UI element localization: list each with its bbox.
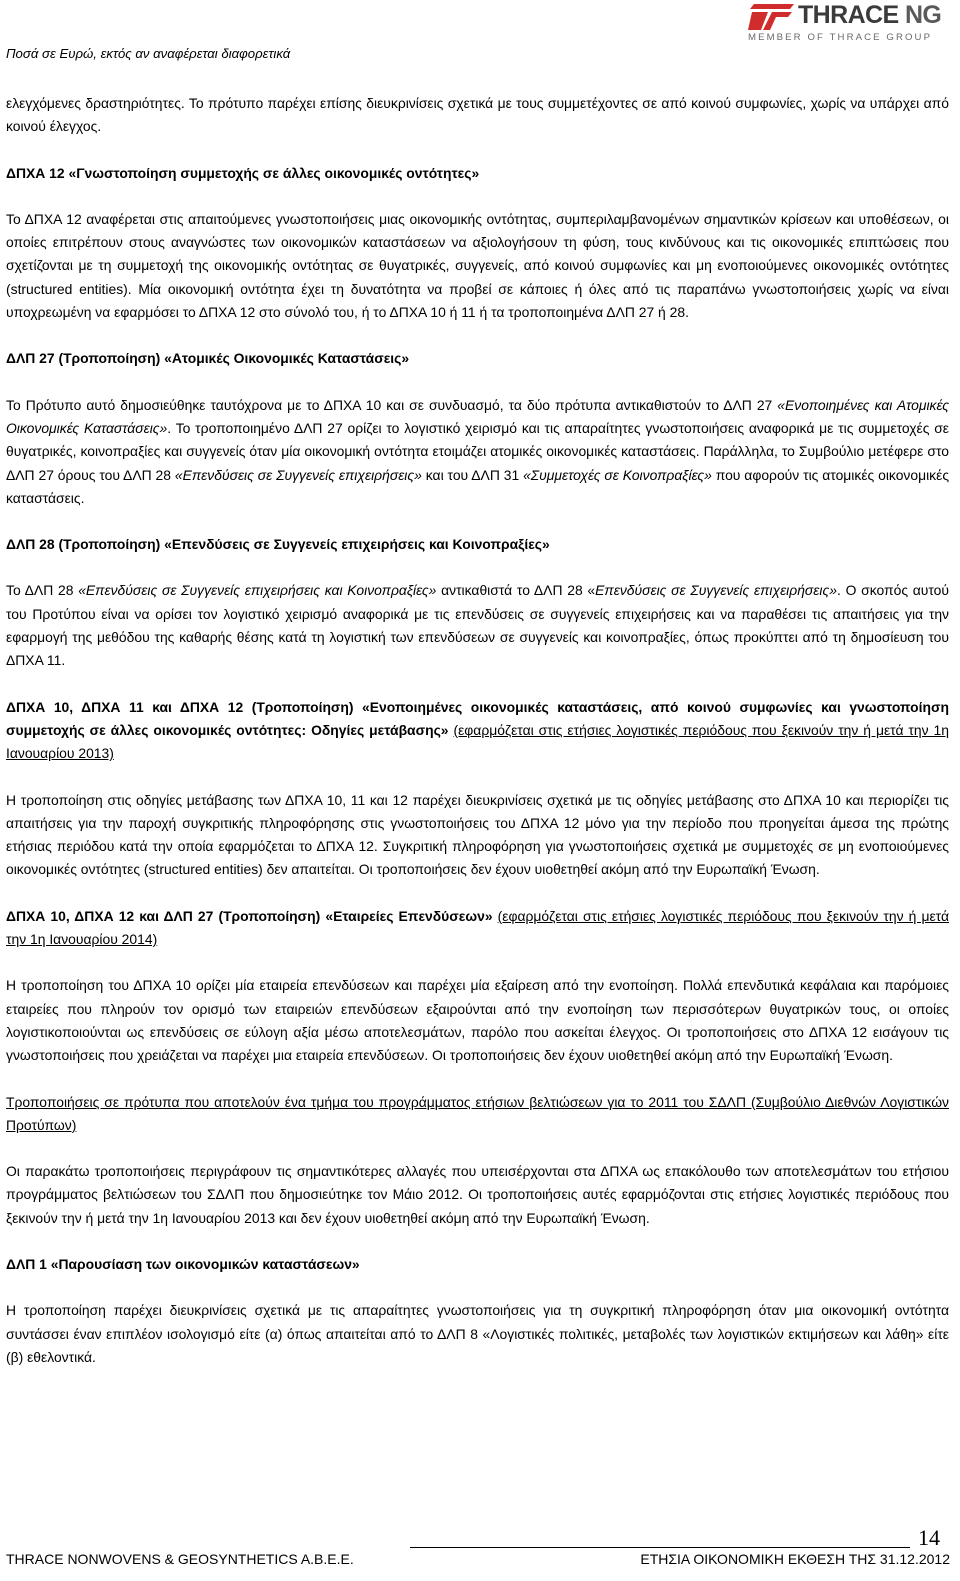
logo-name: THRACE NG — [798, 1, 942, 29]
paragraph: Η τροποποίηση στις οδηγίες μετάβασης των ΔΠΧΑ 10, 11 και 12 παρέχει διευκρινίσεις σχετικά με τις οδηγίες μετάβασης στο ΔΠΧΑ 10 και περιορίζει τις απαιτήσεις για την παροχή συγκριτικής πληροφόρησης στις γνωστοποιήσεις του ΔΠΧΑ 12 μόνο για την περίοδο που προηγείται άμεσα της πρώτης ετήσιας περιόδου κατά την οποία εφαρμόζεται το ΔΠΧΑ 12. Συγκριτική πληροφόρηση για γνωστοποιήσεις σχετικά με συμμετοχές σε μη ενοποιούμενες οικονομικές οντότητες (structured entities) δεν απαιτείται. Οι τροποποιήσεις δεν έχουν υιοθετηθεί ακόμη από την Ευρωπαϊκή Ένωση. — [6, 791, 949, 878]
page-content — [6, 92, 949, 1369]
paragraph: Η τροποποίηση παρέχει διευκρινίσεις σχετικά με τις απαραίτητες γνωστοποιήσεις για τη συγκριτική πληροφόρηση όταν μια οικονομική οντότητα συντάσσει έναν επιπλέον ισολογισμό είτε (α) όπως απαιτείται από το ΔΛΠ 8 «Λογιστικές πολιτικές, μεταβολές των λογιστικών εκτιμήσεων και λάθη» είτε (β) εθελοντικά. — [6, 1302, 949, 1365]
paragraph: Το Πρότυπο αυτό δημοσιεύθηκε ταυτόχρονα με το ΔΠΧΑ 10 και σε συνδυασμό, τα δύο πρότυπα αντικαθιστούν το ΔΛΠ 27 «Ενοποιημένες και Ατομικές Οικονομικές Καταστάσεις». Το τροποποιημένο ΔΛΠ 27 ορίζει το λογιστικό χειρισμό και τις απαραίτητες γνωστοποιήσεις αναφορικά με τις συμμετοχές σε θυγατρικές, κοινοπραξίες και συγγενείς όταν μία οικονομική οντότητα ετοιμάζει ατομικές οικονομικές καταστάσεις. Παράλληλα, το Συμβούλιο μετέφερε στο ΔΛΠ 27 όρους του ΔΛΠ 28 «Επενδύσεις σε Συγγενείς επιχειρήσεις» και του ΔΛΠ 31 «Συμμετοχές σε Κοινοπραξίες» που αφορούν τις ατομικές οικονομικές καταστάσεις. — [6, 396, 950, 506]
thrace-logo-mark-icon — [748, 4, 794, 30]
logo-tagline: MEMBER OF THRACE GROUP — [748, 32, 933, 43]
paragraph: Οι παρακάτω τροποποιήσεις περιγράφουν τις σημαντικότερες αλλαγές που υπεισέρχονται στα ΔΠΧΑ ως επακόλουθο των αποτελεσμάτων του ετήσιου προγράμματος βελτιώσεων του ΣΔΛΠ που δημοσιεύτηκε τον Μάιο 2012. Οι τροποποιήσεις αυτές εφαρμόζονται στις ετήσιες λογιστικές περιόδους που ξεκινούν την ή μετά την 1η Ιανουαρίου 2013 και δεν έχουν υιοθετηθεί ακόμη από την Ευρωπαϊκή Ένωση. — [6, 1163, 949, 1226]
paragraph: Η τροποποίηση του ΔΠΧΑ 10 ορίζει μία εταιρεία επενδύσεων και παρέχει μία εξαίρεση από την ενοποίηση. Πολλά επενδυτικά κεφάλαια και παρόμοιες εταιρείες που πληρούν τον ορισμό των εταιρειών επενδύσεων εξαιρούνται από την ενοποίηση των περισσότερων θυγατρικών τους, οι οποίες λογιστικοποιούνται ως επενδύσεις σε εύλογη αξία μέσω αποτελεσμάτων, παρόλο που ασκείται έλεγχος. Οι τροποποιήσεις στο ΔΠΧΑ 12 εισάγουν τις γνωστοποιήσεις που χρειάζεται να παρέχει μια εταιρεία επενδύσεων. Οι τροποποιήσεις δεν έχουν υιοθετηθεί ακόμη από την Ευρωπαϊκή Ένωση. — [6, 977, 949, 1064]
section-heading: Τροποποιήσεις σε πρότυπα που αποτελούν ένα τμήμα του προγράμματος ετήσιων βελτιώσεων για το 2011 του ΣΔΛΠ (Συμβούλιο Διεθνών Λογιστικών Προτύπων) — [6, 1093, 949, 1133]
currency-note: Ποσά σε Ευρώ, εκτός αν αναφέρεται διαφορετικά — [6, 46, 291, 61]
section-heading: ΔΠΧΑ 10, ΔΠΧΑ 11 και ΔΠΧΑ 12 (Τροποποίηση) «Ενοποιημένες οικονομικές καταστάσεις, από κοινού συμφωνίες και γνωστοποίηση συμμετοχής σε άλλες οικονομικές οντότητες: Οδηγίες μετάβασης» (εφαρμόζεται στις ετήσιες λογιστικές περιόδους που ξεκινούν την ή μετά την 1η Ιανουαρίου 2013) — [6, 698, 949, 762]
section-heading: ΔΛΠ 28 (Τροποποίηση) «Επενδύσεις σε Συγγενείς επιχειρήσεις και Κοινοπραξίες» — [6, 536, 550, 553]
paragraph: Το ΔΛΠ 28 «Επενδύσεις σε Συγγενείς επιχειρήσεις και Κοινοπραξίες» αντικαθιστά το ΔΛΠ 28 «Επενδύσεις σε Συγγενείς επιχειρήσεις». Ο σκοπός αυτού του Προτύπου είναι να ορίσει τον λογιστικό χειρισμό αναφορικά με τις επενδύσεις σε συγγενείς επιχειρήσεις και να παραθέσει τις απαιτήσεις για την εφαρμογή της μεθόδου της καθαρής θέσης κατά τη λογιστική των επενδύσεων σε συγγενείς και κοινοπραξίες, όπως προκύπτει από τη δημοσίευση του ΔΠΧΑ 11. — [6, 582, 949, 669]
section-heading: ΔΠΧΑ 10, ΔΠΧΑ 12 και ΔΛΠ 27 (Τροποποίηση) «Εταιρείες Επενδύσεων» (εφαρμόζεται στις ετήσιες λογιστικές περιόδους που ξεκινούν την ή μετά την 1η Ιανουαρίου 2014) — [6, 907, 950, 948]
page-number: 14 — [918, 1525, 940, 1550]
section-heading: ΔΠΧΑ 12 «Γνωστοποίηση συμμετοχής σε άλλες οικονομικές οντότητες» — [6, 164, 480, 181]
footer-report-title: ΕΤΗΣΙΑ ΟΙΚΟΝΟΜΙΚΗ ΕΚΘΕΣΗ ΤΗΣ 31.12.2012 — [640, 1551, 950, 1567]
paragraph: Το ΔΠΧΑ 12 αναφέρεται στις απαιτούμενες γνωστοποιήσεις μιας οικονομικής οντότητας, συμπεριλαμβανομένων σημαντικών κρίσεων και υποθέσεων, οι οποίες επιτρέπουν στους αναγνώστες των οικονομικών καταστάσεων να αξιολογήσουν τη φύση, τους κινδύνους και τις οικονομικές επιπτώσεις που σχετίζονται με τη συμμετοχή της οικονομικής οντότητας σε θυγατρικές, συγγενείς, από κοινού συμφωνίες και μη ενοποιούμενες οικονομικές οντότητες (structured entities). Μία οικονομική οντότητα έχει τη δυνατότητα να προβεί σε κάποιες ή όλες από τις παραπάνω γνωστοποιήσεις χωρίς να είναι υποχρεωμένη να εφαρμόσει το ΔΠΧΑ 12 στο σύνολό του, ή το ΔΠΧΑ 10 ή 11 ή τα τροποποιημένα ΔΛΠ 27 ή 28. — [6, 210, 949, 321]
footer-divider — [410, 1547, 910, 1548]
section-heading: ΔΛΠ 27 (Τροποποίηση) «Ατομικές Οικονομικές Καταστάσεις» — [6, 350, 410, 367]
thrace-ng-logo — [748, 0, 956, 46]
section-heading: ΔΛΠ 1 «Παρουσίαση των οικονομικών καταστάσεων» — [6, 1255, 360, 1272]
paragraph: ελεγχόμενες δραστηριότητες. Το πρότυπο παρέχει επίσης διευκρινίσεις σχετικά με τους συμμετέχοντες σε από κοινού συμφωνίες, χωρίς να υπάρχει από κοινού έλεγχος. — [6, 95, 949, 135]
footer-company: THRACE NONWOVENS & GEOSYNTHETICS A.B.E.E. — [6, 1551, 354, 1567]
